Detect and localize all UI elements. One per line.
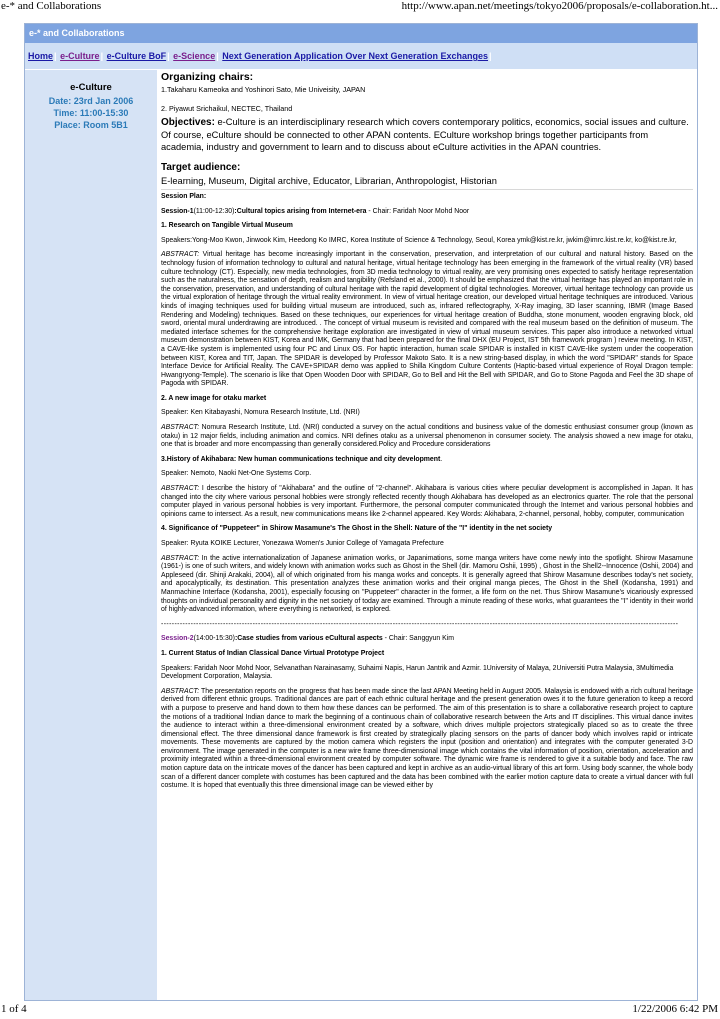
sidebar-title: e-Culture [70, 82, 112, 93]
print-url: http://www.apan.net/meetings/tokyo2006/proposals/e-collaboration.ht... [401, 0, 718, 12]
chairs-heading: Organizing chairs: [161, 71, 254, 83]
print-page-count: 1 of 4 [1, 1003, 27, 1015]
session-divider: ------------------------------------------------------------------------------------------------------------------------------------------------------------------------------------------------ [161, 620, 679, 628]
nav-link-next-gen-application[interactable]: Next Generation Application Over Next Generation Exchanges [222, 51, 488, 61]
abstract-label: ABSTRACT: [161, 687, 200, 695]
objectives-label: Objectives: [161, 117, 215, 128]
s2-talk-1-title: 1. Current Status of Indian Classical Dance Virtual Prototype Project [161, 649, 385, 657]
session-1-heading [161, 208, 693, 217]
session-1-time: (11:00-12:30) [193, 207, 235, 215]
session-1-label: Session-1 [161, 207, 194, 215]
print-datetime: 1/22/2006 6:42 PM [632, 1003, 718, 1015]
chair-2: 2. Piyawut Srichaikul, NECTEC, Thailand [161, 104, 293, 113]
talk-2-speakers: Speaker: Ken Kitabayashi, Nomura Research Institute, Ltd. (NRI) [161, 409, 360, 417]
nav-link-e-culture-bof[interactable]: e-Culture BoF [106, 51, 167, 61]
page-banner: e-* and Collaborations [25, 24, 697, 43]
session-plan-label: Session Plan: [161, 193, 207, 200]
nav-separator: | [216, 51, 219, 61]
main-content [157, 70, 697, 1000]
nav-separator: | [54, 51, 57, 61]
sidebar [25, 70, 157, 1000]
talk-1-abstract: ABSTRACT: Virtual heritage has become increasingly important in the conservation, preservation, and interpretation of our cultural and natural history. Based on the technology fusion of information technology to cultural and natural heritage, virtual heritage technology has been emerging in the framework of the virtual reality (VR) based culture technology (CT). Especially, new media technologies, from 3D media technology to virtual reality, are very promising ones expected to satisfy heritage representation such as the naturalness, the sensation of depth, realism and tangibility (Refsland et al., 2000). It should be emphasized that the virtual heritage has played an important role in the conservation, preservation, and understanding of cultural heritage with the rapid development of digital technologies. Moreover, virtual heritage technology can provide us the virtual exploration of heritage through the virtual reality environment. In view of virtual heritage creation, our developed virtual heritage techniques are introduced. Various kinds of imaging techniques used for building virtual museum are introduced, such as, infrared reflectography, X-Ray imaging, 3D laser scanning, IBMR (Image Based Rendering and Modeling) techniques. Based on these techniques, our experiences for virtual heritage creation of Buddha, stone monument, wooden engraving block, old sword, oriental mural underdrawing are introduced. . The concept of virtual museum is revisited and compared with the real museum based on the definition of museum. The mediated interface schemes for the comprehensive heritage exploration are investigated in view of virtual museum services. This paper also introduce a networked virtual museum demonstration between KIST, Korea and IMK, Germany that had been prepared for the final DHX (EU Project, IST 5th framework program ) review meeting. In KIST, a CAVE-like system is implemented using four PC and Linux OS. For haptic interaction, human scale SPIDAR is installed in KIST CAVE-like system under the cooperation between KIST, Korea and TIT, Japan. The SPIDAR is developed by Professor Makoto Sato. It is a new string-based display, in which the word "SPIDAR" stands for Space Interface Device for Artificial Reality. The CAVE+SPIDAR demo was applied to Shilla Kingdom Culture Contents (Haptic-based virtual experience of Royal Dragon temple: Hwangryong-Temple). The scenario is like that Open Wooden Door with SPIDAR, Go to Bell and Hit the Bell with SPIDAR, and Go to Stone Pagoda and Feel the 3D shape of Pagoda with SPIDAR. [161, 251, 693, 388]
sidebar-place: Place: Room 5B1 [54, 120, 128, 130]
talk-4-speakers: Speaker: Ryuta KOIKE Lecturer, Yonezawa Women's Junior College of Yamagata Prefecture [161, 540, 444, 547]
session-2-chair: - Chair: Sanggyun Kim [382, 635, 455, 643]
audience-text: E-learning, Museum, Digital archive, Educator, Librarian, Anthropologist, Historian [161, 175, 693, 190]
nav-separator: | [489, 51, 492, 61]
talk-2-abstract: ABSTRACT: Nomura Research Institute, Ltd. (NRI) conducted a survey on the actual conditions and business value of the domestic enthusiast consumer group (known as otaku) in 12 major fields, including animation and comics. NRI defines otaku as a universal phenomenon in consumer society. The analysis showed a new image for otaku, one that is broader and more encompassing than generally considered.Policy and Procedure considerations [161, 424, 693, 449]
nav-separator: | [100, 51, 104, 61]
abstract-label: ABSTRACT: [161, 424, 200, 432]
talk-4-title: 4. Significance of "Puppeteer" in Shirow Masamune's The Ghost in the Shell: Nature of the "I" identity in the net society [161, 525, 553, 533]
nav-link-e-science[interactable]: e-Science [173, 51, 216, 61]
talk-3-speakers: Speaker: Nemoto, Naoki Net-One Systems Corp. [161, 470, 312, 478]
objectives-text: e-Culture is an interdisciplinary research which covers contemporary politics, economics, social issues and culture. Of course, eCulture should be connected to other APAN contents. ECulture workshop brings together participants from academia, industry and government to learn and to discuss about eCulture activities in the APAN countries. [161, 117, 689, 152]
s2-talk-1-speakers: Speakers: Faridah Noor Mohd Noor, Selvanathan Narainasamy, Suhaimi Napis, Harun Jantrik and Azmir. 1University of Malaya, 2Universiti Putra Malaysia, 3Multimedia Development Corporation, Malaysia. [161, 664, 674, 681]
talk-2-title: 2. A new image for otaku market [161, 394, 267, 402]
audience-heading: Target audience: [161, 162, 241, 173]
nav-link-home[interactable]: Home [28, 51, 54, 61]
page-frame [24, 23, 698, 1001]
session-2-heading [161, 635, 693, 644]
nav-separator: | [167, 51, 170, 61]
sidebar-time: Time: 11:00-15:30 [53, 108, 129, 118]
abstract-label: ABSTRACT: [161, 485, 200, 493]
session-1-chair: - Chair: Faridah Noor Mohd Noor [366, 207, 470, 215]
session-2-title: :Case studies from various eCultural aspects [234, 635, 383, 643]
print-page-title: e-* and Collaborations [1, 0, 102, 12]
session-1-title: :Cultural topics arising from Internet-era [234, 207, 367, 215]
session-2-label: Session-2 [161, 635, 194, 643]
abstract-label: ABSTRACT: [161, 251, 200, 259]
talk-1-title: 1. Research on Tangible Virtual Museum [161, 222, 293, 230]
objectives [161, 116, 693, 153]
talk-1-speakers: Speakers:Yong-Moo Kwon, Jinwook Kim, Heedong Ko IMRC, Korea Institute of Science & Technology, Seoul, Korea ymk@kist.re.kr, jwkim@imrc.kist.re.kr, ko@kist.re.kr, [161, 236, 677, 244]
s2-talk-1-abstract: ABSTRACT: The presentation reports on the progress that has been made since the last APAN Meeting held in August 2005. Malaysia is endowed with a rich cultural heritage derived from different ethnic groups. Traditional dances are part of each ethnic cultural heritage and the present generation owes it to the future generation to keep a record with a purpose to preserve and hand down to them how these dances can be performed. The aim of this presentation is to share a collaborative research project to capture the motions of a traditional Indian dance to mark the beginning of a continuous chain of collaborative research between the Arts and IT disciplines. This virtual dance invites the audience to interact within a three-dimensional environment created by a software, which drives multiple projectors strategically placed so as to create the three dimensional effect. The three dimensional dance framework is first created by strategically placing sensors on the parts of dancer body which involves rapid or intricate movements. These movements are captured by the motion camera which registers the input (position and orientation) and integrates with the computer generated 3-D environment. The image generated in the computer is a new wire frame three-dimensional image which contains the vital information of position, orientation, acceleration and proximity integrated within a three-dimensional environment created by computer software. The dynamic wire frame is rendered to give it a suitable body and face. The raw motion capture data on the intricate moves of the dancer has been captured and kept in archive as an audio-virtual library of this art form. Using body scanner, the whole body scan of a different dancer complete with costumes has been captured and the data has been combined with the earlier motion capture data to create a virtual dancer with full costume. It is hoped that eventually this three dimensional image can be viewed either by [161, 687, 693, 790]
session-2-time: (14:00-15:30) [193, 635, 235, 643]
talk-3-title: 3.History of Akihabara: New human communications technique and city development. [161, 455, 443, 463]
nav-link-e-culture[interactable]: e-Culture [60, 51, 100, 61]
abstract-label: ABSTRACT: [161, 554, 200, 562]
nav-bar [25, 43, 697, 70]
sidebar-date: Date: 23rd Jan 2006 [48, 96, 134, 106]
chair-1: 1.Takaharu Kameoka and Yoshinori Sato, Mie Univeisity, JAPAN [161, 85, 366, 94]
talk-4-abstract: ABSTRACT: In the active internationalization of Japanese animation works, or Japanimations, some manga writers have come newly into the spotlight. Shirow Masamune (1961-) is one of such writers, and widely known with animation works such as Ghost in the Shell (dir. Mamoru Oshii, 1995) , Ghost in the Shell2--Innocence (Oshii, 2004) and Appleseed (dir. Shinji Arakaki, 2004), all of which originated from his manga works and concepts. It is generally agreed that Shirow Masamune describes today's net society, and apocalyptically, its destination. This presentation analyzes these animation works and their original manga pieces, The Ghost in the Shell (Kodansha, 1991) and Manmachine Interface (Kodansha, 2001), especially focusing on "Puppeteer" character in the former, a life form on the net. Thus Shirow Masamune's vicariously expressed thoughts on individual personality and dignity in the net society of today are examined. Through a minute reading of these works, what guarantees the "I" identity in their world of highly-advanced information, where everything is networked, is explored. [161, 554, 693, 614]
print-footer [0, 1003, 720, 1017]
print-header [0, 0, 720, 14]
talk-3-abstract: ABSTRACT: I describe the history of "Akihabara" and the outline of "2-channel". Akihabara is various cities where peculiar development is accomplished in Japan. It has changed into the city where various personal hobbies were strongly reflected recently though Akihabara has developed as an electronics quarter. The role that the personal computer played in various personal hobbies is very important. Furthermore, the personal computer communicated through the Internet and various personal hobbies and opinions came to intersect. As a result, new communications means like 2-channel appeared. Key Words: Akihabara, 2-channel, personal, hobby, computer, communication [161, 485, 693, 518]
